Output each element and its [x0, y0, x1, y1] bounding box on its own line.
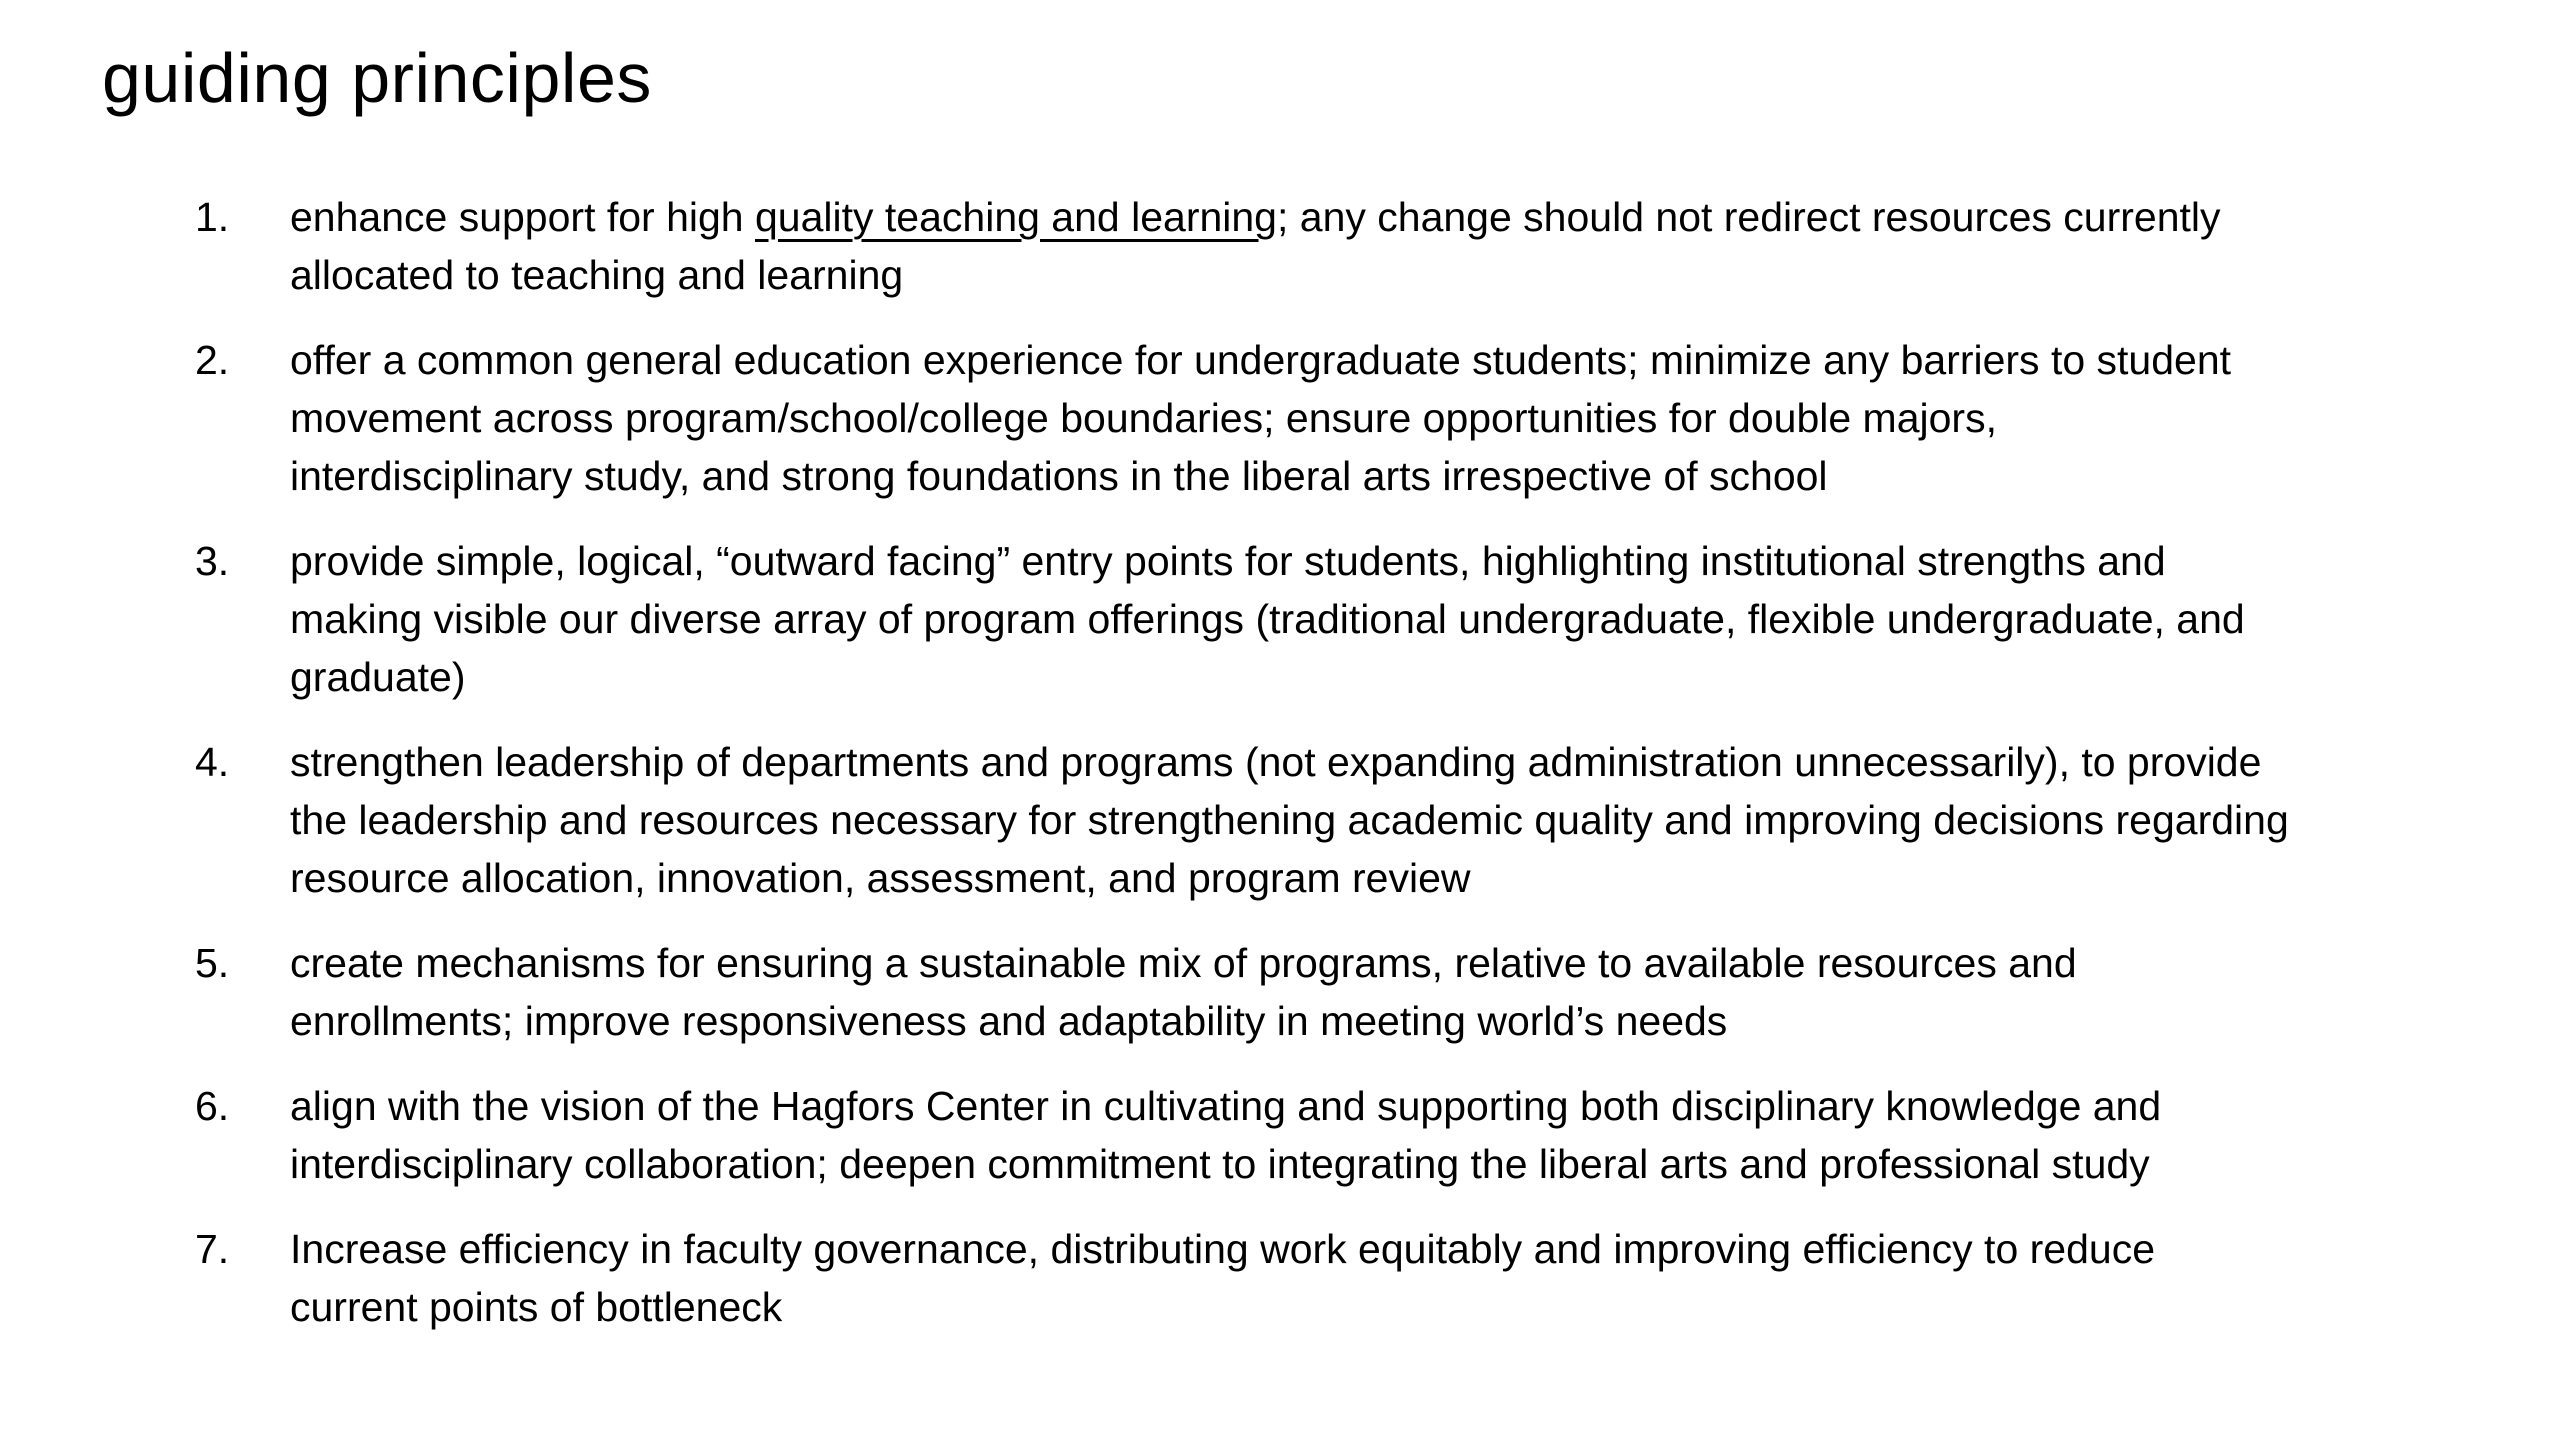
list-item-line — [290, 188, 2221, 246]
text-segment: interdisciplinary collaboration; deepen commitment to integrating the liberal arts and professional study — [290, 1141, 2150, 1187]
text-segment: provide simple, logical, “outward facing” entry points for students, highlighting institutional strengths and — [290, 538, 2166, 584]
list-item-line — [290, 733, 2289, 791]
text-segment: enhance support for high — [290, 194, 755, 240]
text-segment: create mechanisms for ensuring a sustainable mix of programs, relative to available resources and — [290, 940, 2077, 986]
list-item-line — [290, 934, 2077, 992]
text-segment: offer a common general education experience for undergraduate students; minimize any barriers to student — [290, 337, 2232, 383]
list-item-text — [290, 532, 2245, 706]
text-segment: align with the vision of the Hagfors Center in cultivating and supporting both disciplinary knowledge and — [290, 1083, 2162, 1129]
list-item-text — [290, 733, 2289, 907]
list-item-line — [290, 992, 2077, 1050]
list-item-line — [290, 1278, 2155, 1336]
list-item-text — [290, 934, 2077, 1050]
list-item-text — [290, 331, 2231, 505]
list-item-line — [290, 532, 2245, 590]
slide-title: guiding principles — [102, 39, 652, 117]
principles-list — [195, 188, 2289, 1363]
list-item — [195, 934, 2289, 1050]
list-item-text — [290, 1077, 2161, 1193]
list-item — [195, 331, 2289, 505]
list-item — [195, 1220, 2289, 1336]
list-item-line — [290, 1077, 2161, 1135]
list-item-line — [290, 849, 2289, 907]
list-item — [195, 733, 2289, 907]
text-segment: the leadership and resources necessary for strengthening academic quality and improving decisions regarding — [290, 797, 2289, 843]
list-item-number: 6. — [195, 1083, 230, 1129]
text-segment: Increase efficiency in faculty governance, distributing work equitably and improving efficiency to reduce — [290, 1226, 2155, 1272]
list-item-number: 7. — [195, 1226, 230, 1272]
list-item-line — [290, 447, 2231, 505]
list-item-line — [290, 331, 2231, 389]
list-item-line — [290, 791, 2289, 849]
list-item-line — [290, 1220, 2155, 1278]
list-item-number: 5. — [195, 940, 230, 986]
list-item-line — [290, 389, 2231, 447]
text-segment: ; any change should not redirect resources currently — [1277, 194, 2221, 240]
text-segment: current points of bottleneck — [290, 1284, 783, 1330]
text-segment: resource allocation, innovation, assessment, and program review — [290, 855, 1471, 901]
text-segment: allocated to teaching and learning — [290, 252, 904, 298]
list-item-line — [290, 1135, 2161, 1193]
text-segment: making visible our diverse array of program offerings (traditional undergraduate, flexible undergraduate, and — [290, 596, 2245, 642]
text-segment: graduate) — [290, 654, 466, 700]
list-item-text — [290, 188, 2221, 304]
text-segment: enrollments; improve responsiveness and adaptability in meeting world’s needs — [290, 998, 1728, 1044]
list-item-line — [290, 590, 2245, 648]
text-segment: interdisciplinary study, and strong foundations in the liberal arts irrespective of school — [290, 453, 1828, 499]
text-segment: strengthen leadership of departments and programs (not expanding administration unnecessarily), to provide — [290, 739, 2262, 785]
list-item-number: 2. — [195, 337, 230, 383]
list-item — [195, 1077, 2289, 1193]
underlined-text: quality teaching and learning — [755, 194, 1277, 240]
text-segment: movement across program/school/college boundaries; ensure opportunities for double majors, — [290, 395, 1997, 441]
list-item-number: 4. — [195, 739, 230, 785]
list-item-line — [290, 648, 2245, 706]
list-item — [195, 532, 2289, 706]
list-item-text — [290, 1220, 2155, 1336]
list-item-number: 1. — [195, 194, 230, 240]
list-item-line — [290, 246, 2221, 304]
list-item — [195, 188, 2289, 304]
list-item-number: 3. — [195, 538, 230, 584]
